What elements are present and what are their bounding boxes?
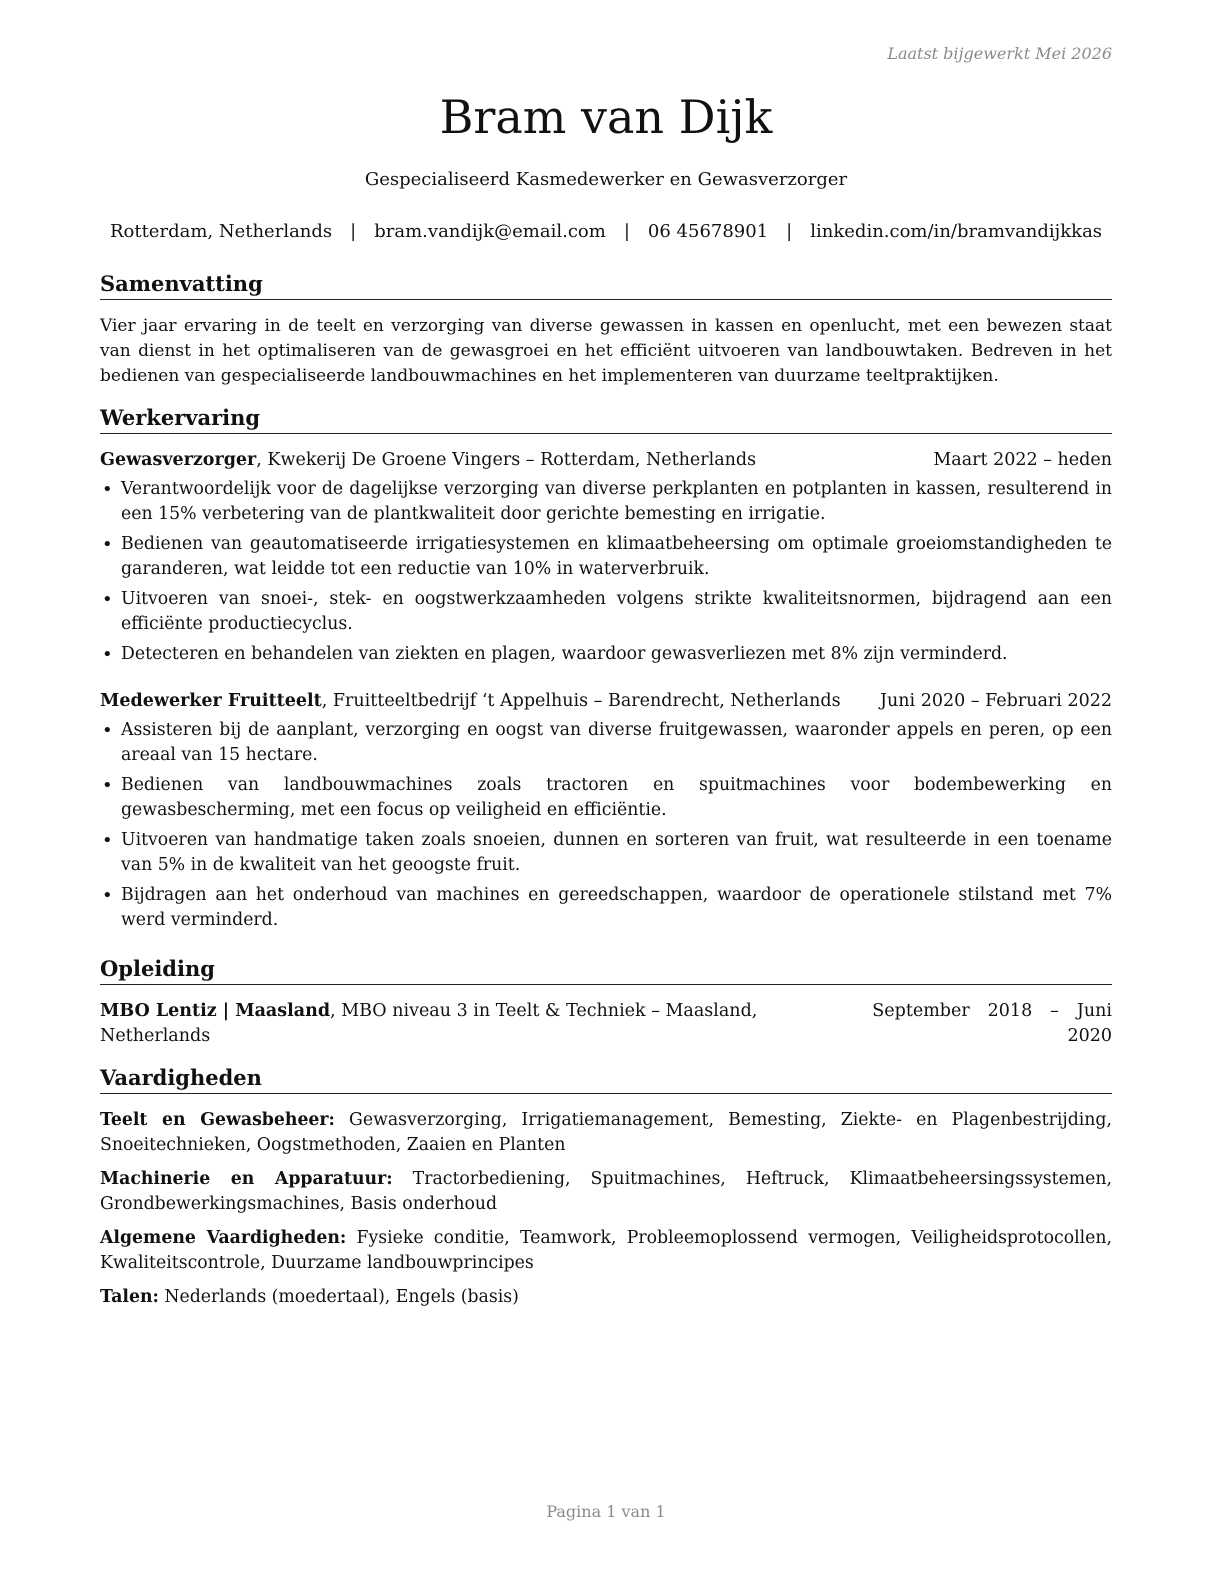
education-section bbox=[100, 955, 1112, 1049]
contact-separator: | bbox=[350, 221, 357, 242]
resume-page bbox=[100, 0, 1112, 1584]
job-header bbox=[100, 448, 1112, 473]
bullet-item: • Bedienen van landbouwmachines zoals tractoren en spuitmachines voor bodembewerking en gewasbescherming, met een focus op veiligheid en efficiëntie. bbox=[100, 773, 1112, 823]
skill-list: Tractorbediening, Spuitmachines, Heftruck, Klimaatbeheersingssystemen, Grondbewerkingsmachines, Basis onderhoud bbox=[100, 1169, 1112, 1214]
job-title: Gespecialiseerd Kasmedewerker en Gewasverzorger bbox=[364, 169, 848, 190]
experience-section bbox=[100, 404, 1112, 938]
bullet-item: • Bijdragen aan het onderhoud van machines en gereedschappen, waardoor de operationele stilstand met 7% werd verminderd. bbox=[100, 883, 1112, 933]
contact-location: Rotterdam, Netherlands bbox=[109, 221, 333, 242]
job-dates: Juni 2020 – Februari 2022 bbox=[879, 691, 1112, 711]
education-dates: September 2018 – Juni 2020 bbox=[872, 1001, 1112, 1046]
page-number: Pagina 1 van 1 bbox=[546, 1502, 666, 1521]
contact-separator: | bbox=[623, 221, 630, 242]
bullet-item: • Uitvoeren van snoei-, stek- en oogstwerkzaamheden volgens strikte kwaliteitsnormen, bijdragend aan een efficiënte productiecyclus. bbox=[100, 587, 1112, 637]
job-title-line bbox=[100, 448, 756, 473]
contact-line bbox=[100, 220, 1112, 244]
job-entry bbox=[100, 448, 1112, 667]
education-school: MBO Lentiz | Maasland bbox=[100, 1001, 331, 1021]
skills-section bbox=[100, 1064, 1112, 1310]
section-title-skills: Vaardigheden bbox=[100, 1064, 1112, 1094]
bullet-item: • Verantwoordelijk voor de dagelijkse verzorging van diverse perkplanten en potplanten in kassen, resulterend in een 15% verbetering van de plantkwaliteit door gerichte bemesting en irrigatie. bbox=[100, 477, 1112, 527]
bullet-item: • Detecteren en behandelen van ziekten en plagen, waardoor gewasverliezen met 8% zijn verminderd. bbox=[100, 642, 1112, 667]
education-detail: , MBO niveau 3 in Teelt & Techniek – Maasland, Netherlands bbox=[100, 1001, 758, 1046]
section-title-experience: Werkervaring bbox=[100, 404, 1112, 434]
contact-linkedin[interactable]: linkedin.com/in/bramvandijkkas bbox=[810, 221, 1103, 242]
bullet-item: • Uitvoeren van handmatige taken zoals snoeien, dunnen en sorteren van fruit, wat resulteerde in een toename van 5% in de kwaliteit van het geoogste fruit. bbox=[100, 828, 1112, 878]
skill-list: Nederlands (moedertaal), Engels (basis) bbox=[158, 1287, 519, 1307]
job-dates: Maart 2022 – heden bbox=[933, 450, 1112, 470]
job-role: Medewerker Fruitteelt bbox=[100, 691, 322, 711]
contact-phone[interactable]: 06 45678901 bbox=[647, 221, 769, 242]
section-title-summary: Samenvatting bbox=[100, 270, 1112, 300]
skill-label: Machinerie en Apparatuur: bbox=[100, 1169, 393, 1189]
job-employer: , Fruitteeltbedrijf ‘t Appelhuis – Barendrecht, Netherlands bbox=[321, 691, 841, 711]
education-entry bbox=[100, 999, 1112, 1049]
skill-list: Fysieke conditie, Teamwork, Probleemoplossend vermogen, Veiligheidsprotocollen, Kwaliteitscontrole, Duurzame landbouwprincipes bbox=[100, 1228, 1112, 1273]
bullet-item: • Assisteren bij de aanplant, verzorging en oogst van diverse fruitgewassen, waaronder appels en peren, op een areaal van 15 hectare. bbox=[100, 718, 1112, 768]
section-title-education: Opleiding bbox=[100, 955, 1112, 985]
contact-separator: | bbox=[786, 221, 793, 242]
job-title-line bbox=[100, 689, 841, 714]
job-employer: , Kwekerij De Groene Vingers – Rotterdam, Netherlands bbox=[256, 450, 757, 470]
education-title-line bbox=[100, 999, 872, 1049]
candidate-name: Bram van Dijk bbox=[439, 90, 773, 144]
job-bullets bbox=[100, 718, 1112, 933]
summary-text: Vier jaar ervaring in de teelt en verzorging van diverse gewassen in kassen en openlucht, met een bewezen staat van dienst in het optimaliseren van de gewasgroei en het efficiënt uitvoeren van landbouwtaken. Bedreven in het bedienen van gespecialiseerde landbouwmachines en het implementeren van duurzame teeltpraktijken. bbox=[100, 316, 1112, 386]
skill-label: Algemene Vaardigheden: bbox=[100, 1228, 347, 1248]
job-header bbox=[100, 689, 1112, 714]
skill-label: Talen: bbox=[100, 1287, 159, 1307]
skill-group bbox=[100, 1285, 1112, 1310]
last-updated: Laatst bijgewerkt Mei 2026 bbox=[887, 44, 1112, 63]
skill-group bbox=[100, 1108, 1112, 1158]
job-entry bbox=[100, 689, 1112, 933]
skill-list: Gewasverzorging, Irrigatiemanagement, Bemesting, Ziekte- en Plagenbestrijding, Snoeitechnieken, Oogstmethoden, Zaaien en Planten bbox=[100, 1110, 1112, 1155]
summary-section bbox=[100, 270, 1112, 389]
skill-group bbox=[100, 1226, 1112, 1276]
bullet-item: • Bedienen van geautomatiseerde irrigatiesystemen en klimaatbeheersing om optimale groeiomstandigheden te garanderen, wat leidde tot een reductie van 10% in waterverbruik. bbox=[100, 532, 1112, 582]
job-bullets bbox=[100, 477, 1112, 667]
skill-label: Teelt en Gewasbeheer: bbox=[100, 1110, 335, 1130]
skill-group bbox=[100, 1167, 1112, 1217]
contact-email[interactable]: bram.vandijk@email.com bbox=[374, 221, 606, 242]
job-role: Gewasverzorger bbox=[100, 450, 257, 470]
